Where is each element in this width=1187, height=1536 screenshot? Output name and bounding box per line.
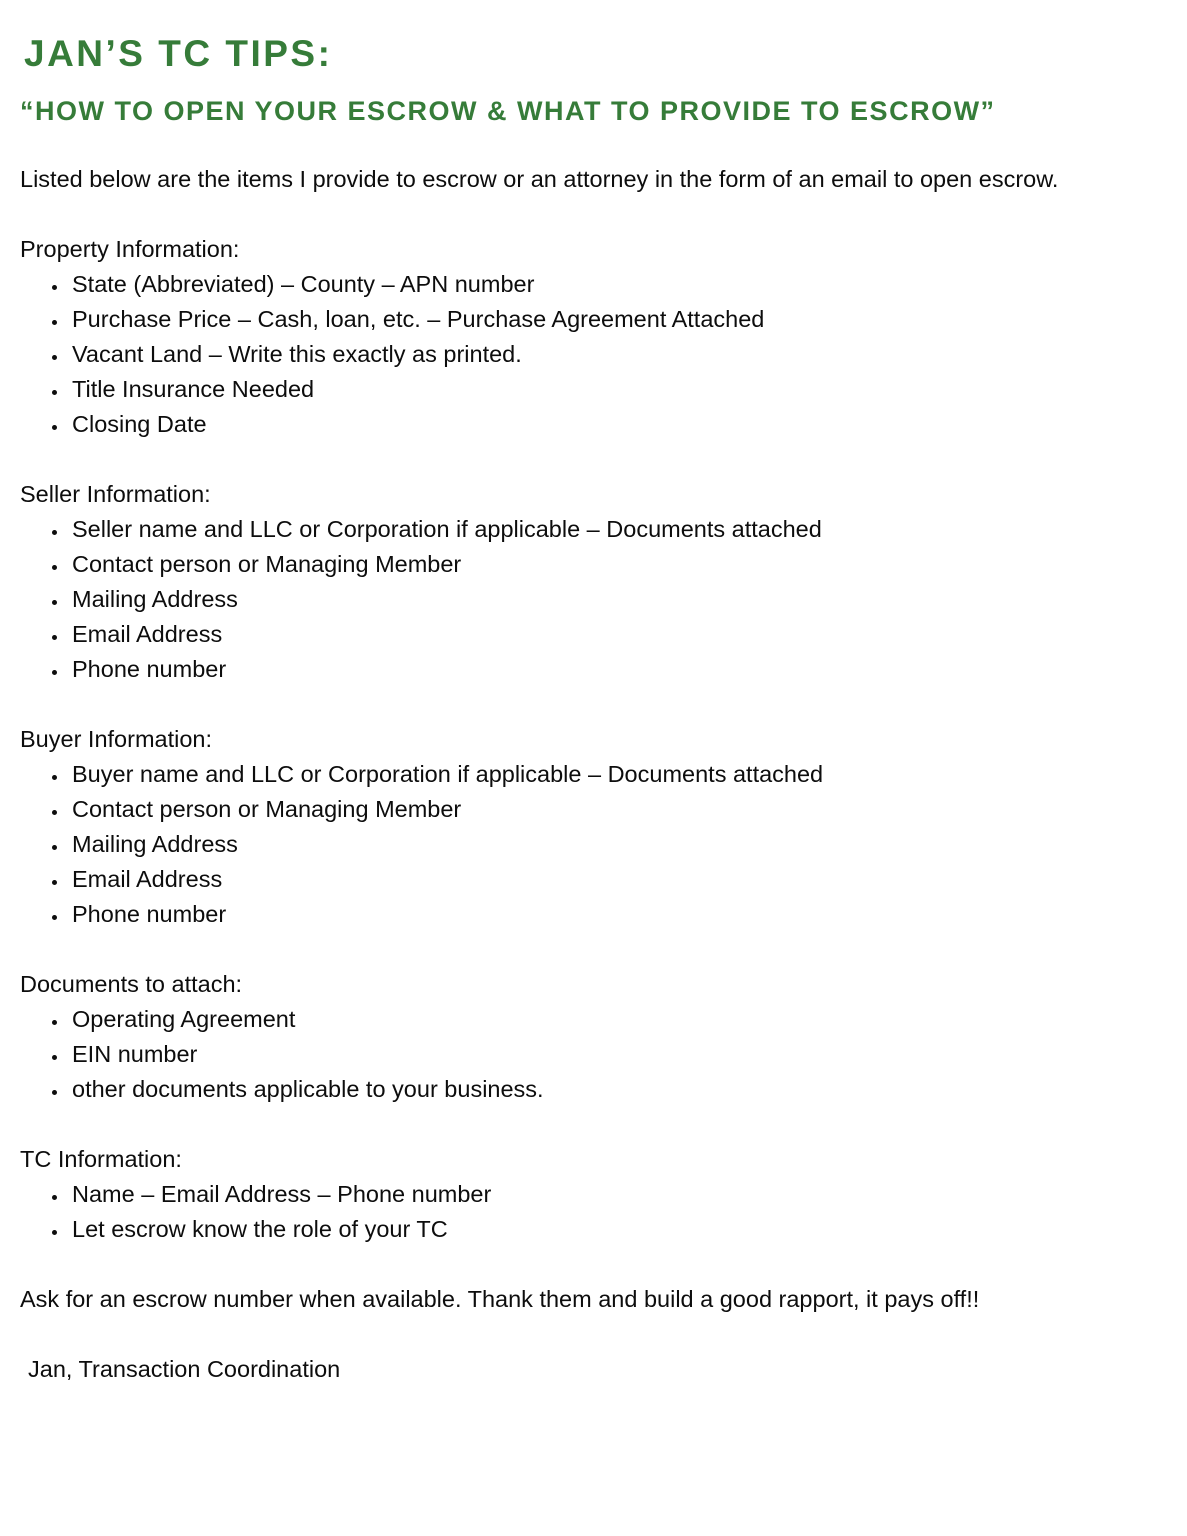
- list-item: • Email Address: [69, 862, 1122, 897]
- page-subtitle: “HOW TO OPEN YOUR ESCROW & WHAT TO PROVIDE TO ESCROW”: [20, 96, 996, 126]
- bullet-list: [20, 267, 1141, 442]
- signature-line: Jan, Transaction Coordination: [28, 1356, 341, 1382]
- section-heading: TC Information:: [20, 1146, 182, 1172]
- bullet-list: [20, 757, 1141, 932]
- section-documents-to-attach: [20, 967, 1141, 1107]
- list-item: • Phone number: [69, 897, 1122, 932]
- list-item: • Vacant Land – Write this exactly as printed.: [69, 337, 1122, 372]
- list-item: • Operating Agreement: [69, 1002, 1122, 1037]
- section-heading: Buyer Information:: [20, 726, 213, 752]
- list-item: • Title Insurance Needed: [69, 372, 1122, 407]
- section-heading: Property Information:: [20, 236, 240, 262]
- section-buyer-information: [20, 722, 1141, 932]
- section-seller-information: [20, 477, 1141, 687]
- list-item: • Phone number: [69, 652, 1122, 687]
- list-item: • Contact person or Managing Member: [69, 547, 1122, 582]
- list-item: • Seller name and LLC or Corporation if applicable – Documents attached: [69, 512, 1122, 547]
- list-item: • Let escrow know the role of your TC: [69, 1212, 1122, 1247]
- list-item: • Buyer name and LLC or Corporation if applicable – Documents attached: [69, 757, 1122, 792]
- bullet-list: [20, 512, 1141, 687]
- closing-paragraph: Ask for an escrow number when available. Thank them and build a good rapport, it pays off!!: [20, 1286, 980, 1312]
- section-tc-information: [20, 1142, 1141, 1247]
- page-title: JAN’S TC TIPS:: [24, 33, 333, 74]
- list-item: • State (Abbreviated) – County – APN number: [69, 267, 1122, 302]
- list-item: • Name – Email Address – Phone number: [69, 1177, 1122, 1212]
- list-item: • Closing Date: [69, 407, 1122, 442]
- list-item: • Email Address: [69, 617, 1122, 652]
- list-item: • EIN number: [69, 1037, 1122, 1072]
- list-item: • Mailing Address: [69, 827, 1122, 862]
- bullet-list: [20, 1002, 1141, 1107]
- bullet-list: [20, 1177, 1141, 1247]
- section-heading: Documents to attach:: [20, 971, 243, 997]
- section-heading: Seller Information:: [20, 481, 211, 507]
- intro-paragraph: Listed below are the items I provide to escrow or an attorney in the form of an email to open escrow.: [20, 166, 1059, 192]
- list-item: • Contact person or Managing Member: [69, 792, 1122, 827]
- list-item: • Purchase Price – Cash, loan, etc. – Purchase Agreement Attached: [69, 302, 1122, 337]
- list-item: • Mailing Address: [69, 582, 1122, 617]
- list-item: • other documents applicable to your business.: [69, 1072, 1122, 1107]
- section-property-information: [20, 232, 1141, 442]
